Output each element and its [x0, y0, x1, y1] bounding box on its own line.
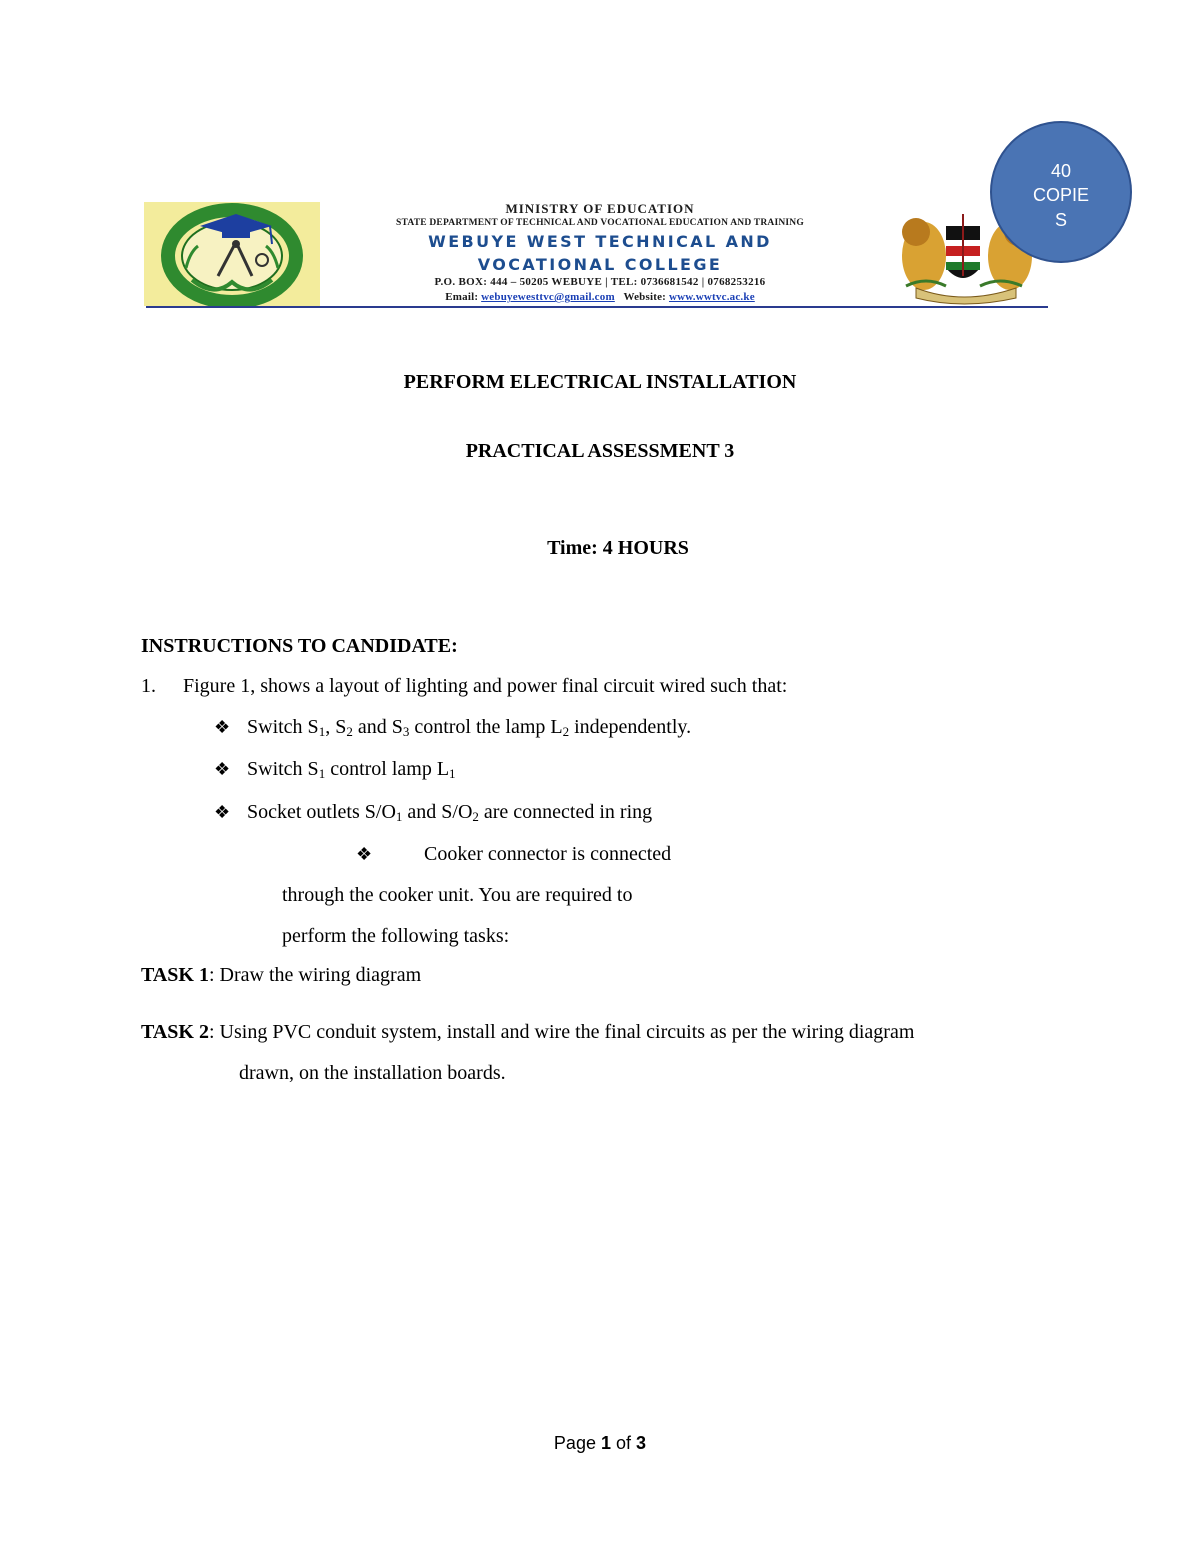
letterhead-department: STATE DEPARTMENT OF TECHNICAL AND VOCATIONAL EDUCATION AND TRAINING	[396, 218, 804, 228]
letterhead-divider	[146, 306, 1048, 308]
bullet-icon: ❖	[214, 802, 231, 822]
item-text: Figure 1, shows a layout of lighting and power final circuit wired such that:	[183, 675, 788, 697]
bullet-icon: ❖	[356, 844, 373, 864]
email-label: Email:	[445, 291, 479, 303]
college-logo	[144, 202, 320, 306]
task-1-label: TASK 1	[141, 964, 209, 986]
badge-word-part1: COPIE	[1032, 185, 1089, 205]
copies-stamp-badge	[990, 121, 1132, 263]
letterhead-ministry: MINISTRY OF EDUCATION	[505, 201, 695, 216]
instructions-heading: INSTRUCTIONS TO CANDIDATE:	[141, 635, 458, 657]
bullet-icon: ❖	[214, 759, 231, 779]
letterhead-address: P.O. BOX: 444 – 50205 WEBUYE | TEL: 0736681542 | 0768253216	[434, 276, 766, 288]
letterhead-contact	[322, 291, 878, 303]
letterhead-college-name-line2: VOCATIONAL COLLEGE	[477, 255, 723, 274]
task-2-continuation: drawn, on the installation boards.	[239, 1062, 506, 1084]
letterhead-college-name-line1: WEBUYE WEST TECHNICAL AND	[428, 232, 772, 251]
item-number: 1.	[141, 675, 156, 697]
bullet-item-cooker-line2: through the cooker unit. You are required to	[282, 884, 633, 906]
task-2-label: TASK 2	[141, 1021, 209, 1043]
bullet-item-socket-ring: Socket outlets $S/O_1$ and $S/O_2$ are connected in ring	[247, 801, 653, 824]
time-allowed: Time: 4 HOURS	[547, 537, 689, 559]
task-1-text: : Draw the wiring diagram	[208, 964, 422, 986]
bullet-item-switch-control: Switch $S_1$, $S_2$ and $S_3$ control the lamp $L_2$ independently.	[247, 716, 692, 739]
page-number-footer: Page 1 of 3	[553, 1433, 647, 1453]
website-link[interactable]: www.wwtvc.ac.ke	[668, 291, 755, 303]
task-2	[141, 1020, 914, 1044]
bullet-item-cooker-line3: perform the following tasks:	[282, 925, 510, 947]
document-subtitle: PRACTICAL ASSESSMENT 3	[465, 440, 735, 462]
website-label: Website:	[623, 291, 667, 303]
bullet-item-lamp-l1: Switch $S_1$ control lamp $L_1$	[247, 758, 456, 781]
task-1	[141, 963, 421, 987]
email-link[interactable]: webuyewesttvc@gmail.com	[481, 291, 615, 303]
bullet-item-cooker-line1: Cooker connector is connected	[424, 843, 672, 865]
document-title: PERFORM ELECTRICAL INSTALLATION	[403, 371, 797, 393]
badge-word-part2: S	[1054, 210, 1067, 230]
badge-count: 40	[1050, 161, 1072, 181]
bullet-icon: ❖	[214, 717, 231, 737]
task-2-text: : Using PVC conduit system, install and wire the final circuits as per the wiring diagram	[208, 1021, 915, 1043]
